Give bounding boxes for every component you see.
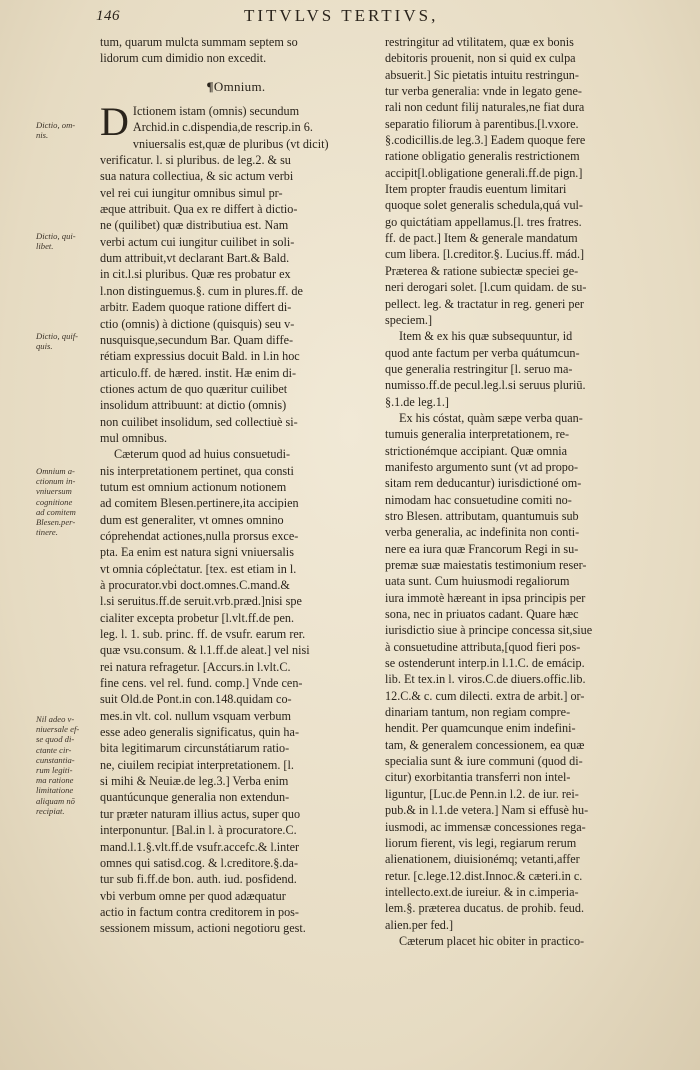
page-number: 146 [96, 8, 120, 24]
margin-note-line: Dictio, quif- [36, 331, 79, 341]
margin-note-line: ctionum in- [36, 476, 76, 487]
pilcrow-icon: ¶ [206, 78, 214, 94]
margin-note-line: quis. [36, 341, 53, 352]
text-line: cóprehendat actiones,nulla prorsus exce- [100, 528, 299, 543]
running-head: TITVLVS TERTIVS, [244, 6, 439, 25]
text-line: absuerit.] Sic pietatis intuitu restringun- [385, 67, 579, 82]
text-line: vel rei cui iungitur omnibus simul pr- [100, 185, 283, 200]
text-line: pellect. leg. & tractatur in reg. generi per [385, 296, 584, 311]
text-line: nusquisque,secundum Bar. Quam diffe- [100, 332, 294, 347]
text-line: insolidum attribuunt: at dictio (omnis) [100, 398, 287, 413]
text-line: hendit. Per quamcunque enim indefini- [385, 721, 576, 736]
text-line: vniuersalis est,quæ de pluribus (vt dicit) [132, 136, 329, 151]
text-line: ne (quilibet) quæ distributiua est. Nam [100, 218, 289, 233]
text-line: premæ suæ maiestatis testimonium reser- [385, 558, 587, 572]
text-line: se ostenderunt interp.in l.1.C. de emácip. [385, 656, 585, 671]
margin-note-line: nis. [36, 130, 49, 141]
text-line: go quictátiam appellamus.[l. tres fratres. [385, 214, 582, 229]
text-line: stro Blesen. attributam, quantumuis sub [385, 508, 579, 523]
text-line: quoque solet generalis schedula,quá vul- [385, 198, 583, 213]
paragraph-ceterum-placet [385, 933, 667, 949]
text-line: lidorum cum dimidio non excedit. [100, 51, 267, 66]
margin-note-line: ctante cir- [36, 744, 72, 755]
text-line: iusmodi, ac immensæ concessiones rega- [385, 819, 586, 834]
text-line: nimodam hac consuetudine comiti no- [385, 492, 572, 507]
text-line: dum attribuit,vt declarant Bart.& Bald. [100, 251, 290, 266]
text-line: 12.C.& c. cum dilecti. extra de arbit.] or- [385, 688, 585, 703]
text-line: tum, quarum mulcta summam septem so [100, 35, 298, 49]
text-line: tur sub fi.ff.de bon. auth. iud. posfidend. [100, 872, 297, 887]
text-line: Præterea & ratione subiectæ speciei ge- [385, 263, 579, 278]
text-line: mand.l.1.§.vlt.ff.de vsufr.accefc.& l.inter [100, 839, 300, 854]
text-line: sessionem missum, actioni negotioru gest. [100, 921, 306, 936]
text-line: l.non distinguemus.§. cum in plures.ff. de [100, 283, 303, 298]
text-line: pta. Ea enim est natura signi vniuersalis [100, 545, 294, 560]
paragraph-ex-his [385, 410, 667, 933]
margin-note-line: limitatione [36, 785, 74, 796]
margin-note-line: cunstantia- [36, 754, 75, 765]
margin-note-line: vniuersum [36, 486, 72, 497]
text-line: rali non cedunt filij naturales,ne fiat dura [385, 100, 585, 115]
text-line: strictionémque accipiant. Quæ omnia [385, 443, 568, 458]
margin-note-line: recipiat. [36, 805, 65, 816]
text-line: citur) exorbitantia transferri non intel- [385, 770, 571, 785]
margin-note-quisquis [36, 331, 100, 351]
text-line: manifesto argumento sunt (vt ad propo- [385, 459, 579, 474]
margin-note-line: ad comitem [36, 506, 76, 517]
margin-note-line: se quod di- [36, 734, 75, 745]
margin-note-line: libet. [36, 241, 54, 252]
text-line: iura immotè hæreant in ipsa principis per [385, 590, 586, 605]
margin-note-omnis [36, 120, 100, 140]
text-line: ratione obligatio generalis restrictionem [385, 149, 580, 164]
text-line: lib. Et tex.in l. viros.C.de diuers.offic.lib. [385, 672, 586, 687]
text-line: pub.& in l.1.de vetera.] Nam si effusè hu- [385, 803, 589, 818]
margin-note-line: Dictio, om- [36, 120, 76, 130]
text-line: ctiones actum de quo quæritur cuilibet [100, 381, 288, 396]
text-line: verbi actum cui iungitur cuilibet in soli- [100, 234, 295, 249]
text-line: cialiter excepta probetur [l.vlt.ff.de pen. [100, 610, 295, 625]
paragraph-dictio [100, 99, 372, 446]
text-line: sua natura collectiua, & sic actum verbi [100, 169, 294, 184]
text-line: quæ vsu.consum. & l.1.ff.de aleat.] vel nisi [100, 643, 310, 658]
text-line: Ictionem istam (omnis) secundum [132, 104, 300, 119]
text-line: in cit.l.si pluribus. Quæ res probatur ex [100, 267, 291, 282]
text-line: ad comitem Blesen.pertinere,ita accipien [100, 496, 299, 511]
margin-note-line: rum legiti- [36, 765, 73, 776]
text-line: Item & ex his quæ subsequuntur, id [399, 329, 573, 344]
left-column [100, 34, 372, 937]
text-line: nis interpretationem pertinet, qua consti [100, 463, 294, 478]
text-line: tur præter naturam illius actus, super quo [100, 806, 301, 821]
text-line: Ex his cóstat, quàm sæpe verba quan- [399, 410, 583, 425]
text-line: actio in factum contra creditorem in pos- [100, 904, 299, 919]
text-line: accipit[l.obligatione generali.ff.de pign.] [385, 165, 583, 180]
text-line: speciem.] [385, 312, 433, 327]
text-line: Item propter fraudis euentum limitari [385, 182, 567, 197]
text-line: liguntur, [Luc.de Penn.in l.2. de iur. rei- [385, 786, 579, 801]
text-line: restringitur ad vtilitatem, quæ ex bonis [385, 35, 574, 49]
drop-capital: D [100, 99, 129, 145]
text-line: uata sunt. Cum huiusmodi regaliorum [385, 574, 570, 589]
text-line: lem.§. præterea ducatus. de prohib. feud. [385, 901, 584, 916]
text-line: articulo.ff. de hæred. instit. Hæ enim di- [100, 365, 297, 380]
section-heading: ¶Omnium. [206, 78, 266, 94]
margin-note-line: Blesen.per- [36, 517, 76, 528]
margin-note-line: cognitione [36, 496, 73, 507]
text-line: à consuetudine attributa,[quod fieri pos- [385, 639, 581, 654]
text-line: interponuntur. [Bal.in l. à procuratore.C. [100, 823, 297, 838]
text-line: verba generalia, ac indefinita non conti- [385, 525, 580, 540]
text-line: si mihi & Neuiæ.de leg.3.] Verba enim [100, 774, 289, 789]
text-line: liorum fierent, vis legi, regiarum rerum [385, 835, 577, 850]
text-line: sitam rem deducantur) iurisdictioné om- [385, 476, 582, 491]
text-line: sona, nec in priuatos cadant. Quare hæc [385, 607, 579, 622]
margin-note-quilibet [36, 231, 100, 251]
text-line: rétiam expressius docuit Bald. in l.in hoc [100, 349, 300, 364]
text-line: ne, ciuilem recipiat interpretationem. [l. [100, 757, 294, 772]
text-line: iurisdictio siue à principe concessa sit,siue [385, 623, 593, 638]
text-line: alienationem, diuisionémq; vetanti,affer [385, 852, 580, 867]
margin-note-nil-adeo [36, 714, 100, 816]
text-line: dum est generaliter, vt omnes omnino [100, 512, 284, 527]
text-line: cum libera. [l.creditor.§. Lucius.ff. mád.] [385, 247, 585, 262]
text-line: dinariam tantum, non regiam compre- [385, 705, 571, 720]
text-line: tumuis generalia interpretationem, re- [385, 427, 570, 442]
text-line: fine cens. vel rel. fund. comp.] Vnde cen- [100, 676, 303, 691]
text-line: vt omnia cópleċtatur. [tex. est etiam in l. [100, 561, 297, 576]
margin-note-line: Dictio, qui- [36, 231, 76, 241]
text-line: intellecto.ext.de iureiur. & in c.imperia- [385, 884, 579, 899]
text-line: ctio (omnis) à dictione (quisquis) seu v- [100, 316, 295, 331]
text-line: verificatur. l. si pluribus. de leg.2. & su [100, 153, 291, 168]
paragraph-dictio-lines [100, 99, 372, 446]
text-line: Cæterum quod ad huius consuetudi- [114, 447, 291, 462]
text-line: tutum est omnium actionum notionem [100, 479, 287, 494]
paragraph-item [385, 328, 667, 410]
text-line: tur verba generalia: vnde in legato gene- [385, 84, 582, 99]
margin-note-line: Omnium a- [36, 466, 75, 476]
text-line: retur. [c.lege.12.dist.Innoc.& cæteri.in c. [385, 868, 583, 883]
margin-note-line: tinere. [36, 527, 58, 538]
text-line: §.1.de leg.1.] [385, 394, 449, 409]
text-line: que generalia restringitur [l. seruo ma- [385, 361, 573, 376]
text-line: alien.per fed.] [385, 917, 454, 932]
margin-note-line: ma ratione [36, 775, 74, 786]
text-line: Cæterum placet hic obiter in practico- [399, 933, 585, 948]
paragraph-ceterum [100, 446, 372, 936]
text-line: numisso.ff.de pecul.leg.l.si seruus pluriū. [385, 378, 586, 393]
text-line: l.si seruitus.ff.de seruit.vrb.præd.]nisi spe [100, 594, 302, 609]
text-line: debitoris prouenit, non si quid ex culpa [385, 51, 576, 66]
intro-text [100, 34, 372, 67]
text-line: bita legitimarum circunstátiarum ratio- [100, 741, 290, 756]
text-line: rei natura refragetur. [Accurs.in l.vlt.C. [100, 659, 291, 674]
margin-note-line: Nil adeo v- [36, 714, 75, 724]
text-line: non cuilibet insolidum, sed collectiuè si- [100, 414, 298, 429]
text-line: specialia sunt & iure communi (quod di- [385, 754, 583, 769]
text-line: æque attribuit. Qua ex re differt à dictio- [100, 202, 298, 217]
text-line: nere ea iura quæ Francorum Regi in su- [385, 541, 579, 556]
text-line: à procurator.vbi doct.omnes.C.mand.& [100, 578, 290, 592]
paragraph-restringitur [385, 34, 667, 328]
text-line: mul omnibus. [100, 430, 168, 445]
right-column [385, 34, 667, 949]
text-line: quantúcunque generalia non extendun- [100, 790, 290, 805]
text-line: §.codicillis.de leg.3.] Eadem quoque fere [385, 133, 586, 148]
text-line: vbi verbum omne per quod adæquatur [100, 888, 286, 903]
text-line: tam, & generalem concessionem, ea quæ [385, 737, 585, 752]
text-line: neri derogari solet. [l.cum quidam. de su- [385, 280, 587, 295]
margin-note-line: niuersale ef- [36, 724, 80, 735]
margin-note-line: aliquam nō [36, 795, 75, 806]
text-line: Archid.in c.dispendia,de rescrip.in 6. [132, 120, 313, 135]
margin-note-omnium-actionum [36, 466, 100, 537]
text-line: ff. de pact.] Item & generale mandatum [385, 231, 578, 246]
text-line: omnes qui satisd.cog. & l.creditore.§.da- [100, 855, 298, 870]
text-line: esse adeo generalis significatus, quin ha- [100, 725, 299, 740]
text-line: leg. l. 1. sub. princ. ff. de vsufr. earum rer. [100, 627, 306, 642]
text-line: separatio filiorum à parentibus.[l.vxore. [385, 116, 579, 131]
text-line: arbitr. Eadem quoque ratione differt di- [100, 300, 292, 315]
text-line: quod ante factum per verba quátumcun- [385, 345, 580, 360]
text-line: suit Old.de Pont.in con.148.quidam co- [100, 692, 292, 707]
text-line: mes.in vlt. col. nullum vsquam verbum [100, 708, 291, 723]
